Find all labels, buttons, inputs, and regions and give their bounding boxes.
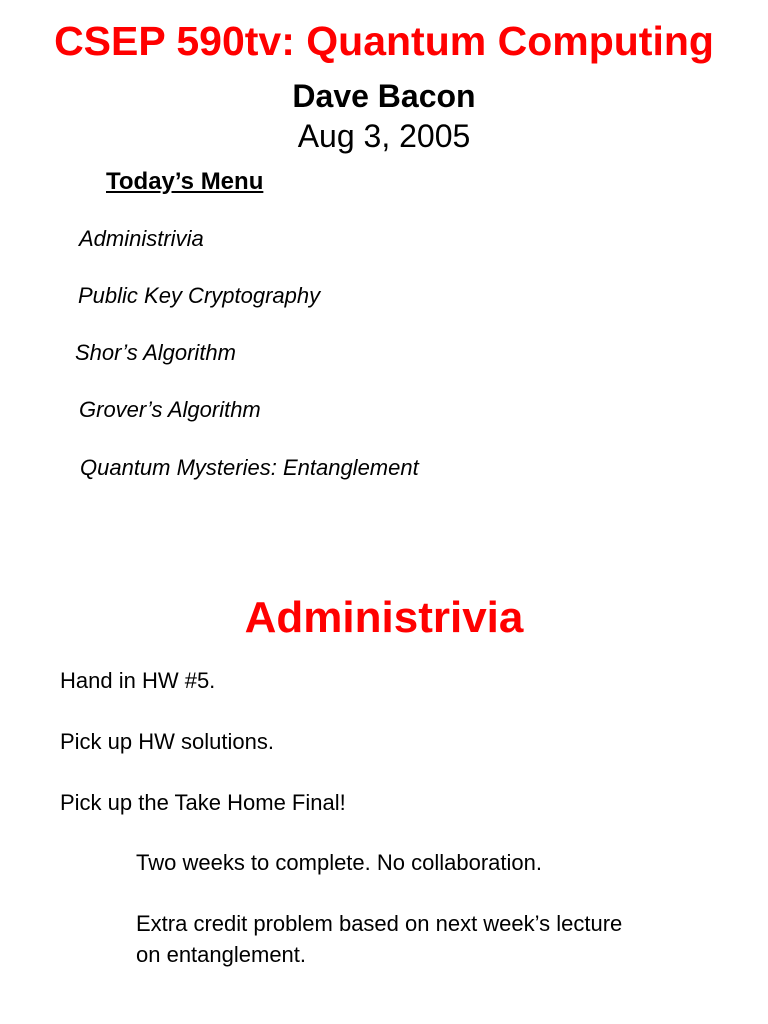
admin-line-pick-up-solutions: Pick up HW solutions.	[60, 729, 274, 754]
course-title: CSEP 590tv: Quantum Computing	[54, 18, 714, 64]
menu-item-shors-algorithm: Shor’s Algorithm	[75, 340, 236, 365]
admin-subline-two-weeks: Two weeks to complete. No collaboration.	[136, 850, 542, 875]
menu-heading: Today’s Menu	[106, 168, 264, 195]
section-title: Administrivia	[244, 593, 524, 642]
admin-line-take-home-final: Pick up the Take Home Final!	[60, 790, 346, 815]
author-name: Dave Bacon	[292, 78, 476, 114]
menu-item-quantum-mysteries: Quantum Mysteries: Entanglement	[80, 455, 419, 480]
menu-item-administrivia: Administrivia	[79, 226, 204, 251]
admin-subline-extra-credit: Extra credit problem based on next week’s lecture	[136, 911, 623, 936]
admin-line-hand-in-hw: Hand in HW #5.	[60, 668, 216, 693]
admin-subline-entanglement: on entanglement.	[136, 942, 307, 967]
menu-item-public-key-cryptography: Public Key Cryptography	[78, 283, 321, 308]
lecture-date: Aug 3, 2005	[297, 118, 471, 154]
menu-item-grovers-algorithm: Grover’s Algorithm	[79, 397, 261, 422]
